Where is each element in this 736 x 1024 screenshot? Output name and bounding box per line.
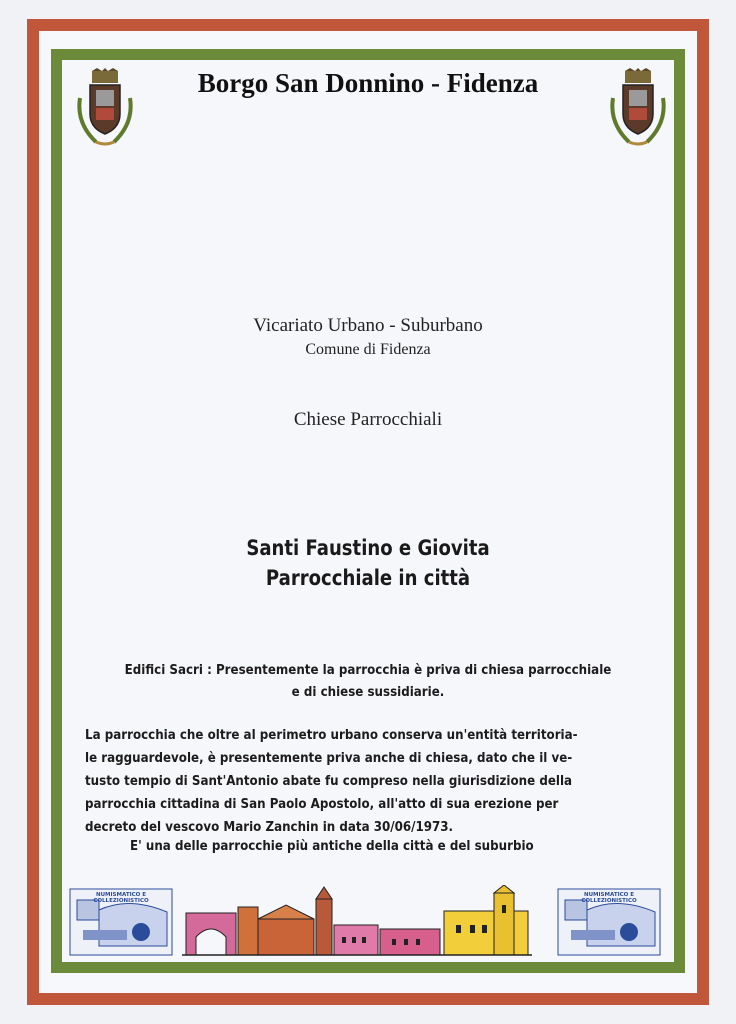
vicariato-text: Vicariato Urbano - Suburbano bbox=[253, 315, 483, 336]
paragraph-line: tusto tempio di Sant'Antonio abate fu compreso nella giurisdizione della bbox=[85, 773, 573, 789]
stamp-right bbox=[557, 888, 661, 956]
parish-subtitle: Parrocchiale in città bbox=[265, 566, 471, 590]
paragraph-line: le ragguardevole, è presentemente priva anche di chiesa, dato che il ve- bbox=[85, 750, 573, 766]
town-skyline-illustration bbox=[182, 885, 532, 957]
comune-text: Comune di Fidenza bbox=[305, 341, 431, 358]
paragraph-line: decreto del vescovo Mario Zanchin in data 30/06/1973. bbox=[85, 819, 454, 835]
section-heading: Chiese Parrocchiali bbox=[293, 409, 443, 430]
edifici-line-2: e di chiese sussidiarie. bbox=[291, 684, 445, 700]
paragraph-line: parrocchia cittadina di San Paolo Apostolo, all'atto di sua erezione per bbox=[85, 796, 559, 812]
stamp-right-label: NUMISMATICO E COLLEZIONISTICO bbox=[581, 892, 637, 904]
page-title: Borgo San Donnino - Fidenza bbox=[197, 68, 539, 98]
stamp-left bbox=[69, 888, 173, 956]
closing-line: E' una delle parrocchie più antiche della città e del suburbio bbox=[130, 838, 534, 854]
parish-name: Santi Faustino e Giovita bbox=[246, 536, 490, 560]
edifici-line-1: Edifici Sacri : Presentemente la parrocchia è priva di chiesa parrocchiale bbox=[124, 662, 612, 678]
stamp-left-label: NUMISMATICO E COLLEZIONISTICO bbox=[93, 892, 149, 904]
paragraph-line: La parrocchia che oltre al perimetro urbano conserva un'entità territoria- bbox=[85, 727, 578, 743]
